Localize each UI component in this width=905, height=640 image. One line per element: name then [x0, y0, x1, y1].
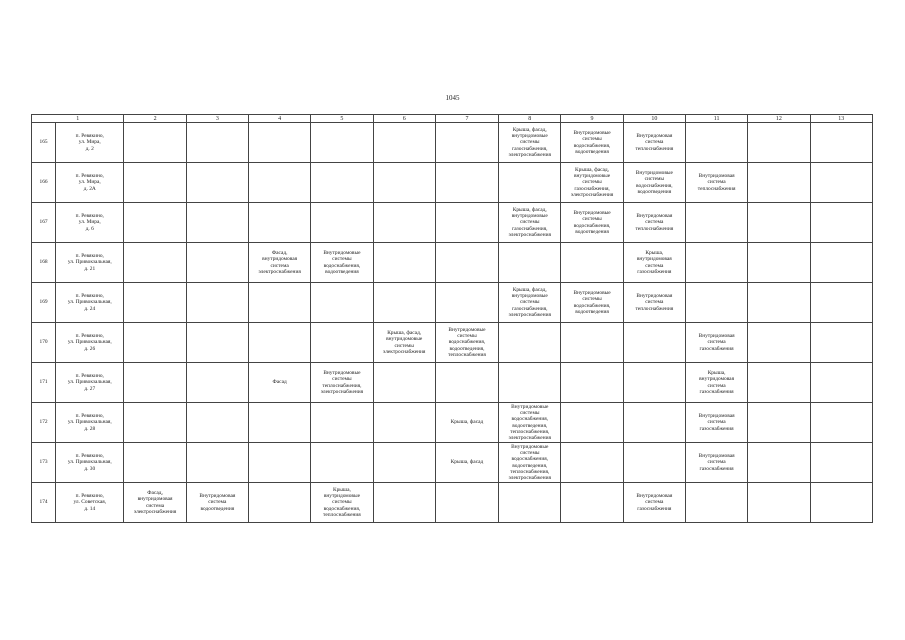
address-text: п. Ревякино, ул. Привокзальная, д. 28	[67, 413, 112, 432]
work-cell	[435, 283, 498, 323]
work-cell	[685, 163, 747, 203]
work-cell	[124, 443, 186, 483]
work-cell	[373, 443, 435, 483]
work-cell	[810, 123, 872, 163]
work-cell	[311, 483, 373, 523]
work-text: Фасад, внутридомовая система электроснабжения	[133, 490, 177, 515]
work-text: Внутридомовая система водоотведения	[199, 493, 236, 512]
work-cell	[561, 363, 623, 403]
work-text: Внутридомовые системы водоснабжения, водоотведения	[573, 210, 611, 235]
work-cell	[186, 283, 248, 323]
work-cell	[561, 443, 623, 483]
column-header: 12	[748, 115, 810, 123]
row-number-text: 167	[39, 219, 48, 226]
work-cell	[499, 163, 561, 203]
row-number-text: 169	[39, 299, 48, 306]
work-cell	[435, 123, 498, 163]
work-cell	[748, 363, 810, 403]
work-cell	[186, 403, 248, 443]
work-cell	[748, 403, 810, 443]
work-cell	[248, 403, 310, 443]
work-cell	[373, 243, 435, 283]
work-cell	[248, 203, 310, 243]
work-cell	[623, 443, 685, 483]
row-number-text: 166	[39, 179, 48, 186]
work-cell	[561, 243, 623, 283]
page-number: 1045	[445, 94, 460, 102]
work-text: Внутридомовые системы водоснабжения, водоотведения	[635, 170, 673, 195]
work-cell	[810, 363, 872, 403]
row-number-text: 172	[39, 419, 48, 426]
work-text: Внутридомовые системы водоснабжения, водоотведения, теплоснабжения, электроснабжения	[508, 403, 551, 441]
work-cell	[248, 363, 310, 403]
work-cell	[623, 323, 685, 363]
work-cell	[373, 123, 435, 163]
column-header: 1	[32, 115, 124, 123]
work-cell	[810, 483, 872, 523]
work-cell	[186, 163, 248, 203]
column-header: 11	[685, 115, 747, 123]
work-cell	[623, 163, 685, 203]
work-cell	[186, 203, 248, 243]
work-cell	[124, 243, 186, 283]
work-cell	[623, 203, 685, 243]
work-cell	[186, 323, 248, 363]
row-number	[32, 283, 56, 323]
address-cell	[56, 123, 124, 163]
work-cell	[748, 283, 810, 323]
address-text: п. Ревякино, ул. Советская, д. 14	[73, 493, 107, 512]
row-number	[32, 323, 56, 363]
work-cell	[748, 443, 810, 483]
work-cell	[124, 123, 186, 163]
address-cell	[56, 283, 124, 323]
row-number	[32, 123, 56, 163]
row-number	[32, 363, 56, 403]
work-cell	[748, 323, 810, 363]
address-text: п. Ревякино, ул. Мира, д. 2А	[75, 173, 104, 192]
row-number-text: 168	[39, 259, 48, 266]
work-cell	[124, 403, 186, 443]
work-cell	[499, 483, 561, 523]
work-cell	[499, 443, 561, 483]
row-number	[32, 443, 56, 483]
work-cell	[435, 443, 498, 483]
work-cell	[435, 483, 498, 523]
work-text: Внутридомовые системы водоснабжения, водоотведения	[573, 130, 611, 155]
work-text: Крыша, фасад	[450, 419, 484, 426]
work-cell	[810, 243, 872, 283]
column-header: 5	[311, 115, 373, 123]
work-cell	[124, 363, 186, 403]
work-cell	[248, 163, 310, 203]
address-text: п. Ревякино, ул. Привокзальная, д. 21	[67, 253, 112, 272]
column-header: 3	[186, 115, 248, 123]
work-text: Внутридомовая система газоснабжения	[698, 413, 735, 432]
column-header: 9	[561, 115, 623, 123]
work-text: Крыша, внутридомовая система газоснабжения	[636, 250, 672, 275]
work-text: Крыша, фасад	[450, 459, 484, 466]
work-cell	[435, 363, 498, 403]
work-cell	[561, 203, 623, 243]
work-cell	[623, 403, 685, 443]
work-cell	[499, 283, 561, 323]
work-text: Внутридомовые системы водоснабжения, водоотведения, теплоснабжения	[448, 326, 486, 358]
work-cell	[435, 163, 498, 203]
work-cell	[685, 243, 747, 283]
address-cell	[56, 203, 124, 243]
work-cell	[685, 443, 747, 483]
work-cell	[748, 203, 810, 243]
table-row	[32, 443, 873, 483]
work-cell	[685, 363, 747, 403]
address-cell	[56, 243, 124, 283]
work-text: Внутридомовая система теплоснабжения	[635, 293, 674, 312]
address-cell	[56, 363, 124, 403]
work-cell	[248, 443, 310, 483]
column-header: 6	[373, 115, 435, 123]
work-cell	[748, 483, 810, 523]
work-cell	[311, 403, 373, 443]
work-cell	[186, 483, 248, 523]
work-text: Крыша, внутридомовые системы водоснабжения, теплоснабжения	[323, 486, 361, 518]
work-cell	[248, 243, 310, 283]
work-cell	[499, 323, 561, 363]
address-cell	[56, 323, 124, 363]
work-cell	[373, 483, 435, 523]
address-cell	[56, 483, 124, 523]
work-cell	[311, 363, 373, 403]
work-cell	[623, 363, 685, 403]
work-cell	[561, 163, 623, 203]
work-text: Внутридомовая система газоснабжения	[698, 333, 735, 352]
table-row	[32, 243, 873, 283]
work-cell	[311, 243, 373, 283]
address-cell	[56, 443, 124, 483]
table-row	[32, 403, 873, 443]
data-table	[31, 114, 873, 523]
work-cell	[810, 163, 872, 203]
row-number	[32, 203, 56, 243]
work-cell	[248, 283, 310, 323]
address-text: п. Ревякино, ул. Мира, д. 2	[75, 133, 104, 152]
address-text: п. Ревякино, ул. Мира, д. 6	[75, 213, 104, 232]
work-text: Внутридомовая система газоснабжения	[698, 453, 735, 472]
work-cell	[435, 203, 498, 243]
work-cell	[561, 483, 623, 523]
work-cell	[248, 483, 310, 523]
work-text: Крыша, фасад, внутридомовые системы электроснабжения	[383, 330, 426, 355]
work-text: Крыша, фасад, внутридомовые системы газоснабжения, электроснабжения	[570, 166, 614, 198]
work-text: Крыша, фасад, внутридомовые системы газоснабжения, электроснабжения	[508, 206, 551, 238]
work-cell	[499, 403, 561, 443]
work-text: Крыша, фасад, внутридомовые системы газоснабжения, электроснабжения	[508, 286, 551, 318]
work-cell	[124, 283, 186, 323]
work-cell	[311, 163, 373, 203]
work-text: Внутридомовая система теплоснабжения	[635, 133, 674, 152]
work-cell	[186, 123, 248, 163]
work-cell	[810, 323, 872, 363]
work-text: Внутридомовые системы водоснабжения, водоотведения, теплоснабжения, электроснабжения	[508, 443, 551, 481]
table-row	[32, 363, 873, 403]
table-row	[32, 483, 873, 523]
work-cell	[311, 283, 373, 323]
row-number-text: 174	[39, 499, 48, 506]
work-cell	[561, 123, 623, 163]
work-cell	[685, 203, 747, 243]
address-text: п. Ревякино, ул. Привокзальная, д. 26	[67, 333, 112, 352]
row-number-text: 173	[39, 459, 48, 466]
row-number-text: 165	[39, 139, 48, 146]
work-cell	[623, 123, 685, 163]
work-cell	[248, 323, 310, 363]
table-row	[32, 163, 873, 203]
work-cell	[685, 483, 747, 523]
work-cell	[373, 203, 435, 243]
work-cell	[311, 443, 373, 483]
work-cell	[499, 243, 561, 283]
work-cell	[373, 283, 435, 323]
work-cell	[499, 363, 561, 403]
work-cell	[311, 123, 373, 163]
column-header: 10	[623, 115, 685, 123]
row-number-text: 171	[39, 379, 48, 386]
work-text: Внутридомовые системы теплоснабжения, электроснабжения	[320, 370, 364, 395]
work-cell	[373, 363, 435, 403]
work-cell	[748, 243, 810, 283]
address-cell	[56, 403, 124, 443]
work-cell	[186, 443, 248, 483]
work-cell	[623, 483, 685, 523]
work-cell	[373, 403, 435, 443]
work-cell	[810, 283, 872, 323]
work-cell	[124, 483, 186, 523]
column-header: 8	[499, 115, 561, 123]
work-cell	[124, 203, 186, 243]
work-text: Крыша, фасад, внутридомовые системы газоснабжения, электроснабжения	[508, 126, 551, 158]
work-text: Внутридомовая система теплоснабжения	[697, 173, 736, 192]
work-cell	[748, 163, 810, 203]
table-row	[32, 283, 873, 323]
work-cell	[248, 123, 310, 163]
work-cell	[623, 243, 685, 283]
work-text: Внутридомовые системы водоснабжения, водоотведения	[573, 290, 611, 315]
work-cell	[435, 323, 498, 363]
row-number-text: 170	[39, 339, 48, 346]
work-cell	[124, 323, 186, 363]
row-number	[32, 403, 56, 443]
header-row	[32, 115, 873, 123]
work-text: Фасад	[272, 379, 287, 386]
work-text: Внутридомовая система газоснабжения	[636, 493, 673, 512]
address-text: п. Ревякино, ул. Привокзальная, д. 30	[67, 453, 112, 472]
column-header: 2	[124, 115, 186, 123]
work-cell	[685, 123, 747, 163]
work-cell	[685, 403, 747, 443]
column-header: 7	[435, 115, 498, 123]
address-text: п. Ревякино, ул. Привокзальная, д. 24	[67, 293, 112, 312]
work-cell	[810, 203, 872, 243]
work-cell	[499, 203, 561, 243]
row-number	[32, 483, 56, 523]
work-cell	[748, 123, 810, 163]
table-row	[32, 323, 873, 363]
work-cell	[685, 283, 747, 323]
column-header: 13	[810, 115, 872, 123]
work-cell	[311, 203, 373, 243]
work-cell	[561, 283, 623, 323]
work-text: Внутридомовые системы водоснабжения, водоотведения	[323, 250, 361, 275]
work-text: Фасад, внутридомовая система электроснабжения	[258, 250, 301, 275]
work-cell	[435, 403, 498, 443]
work-cell	[311, 323, 373, 363]
work-cell	[186, 363, 248, 403]
row-number	[32, 243, 56, 283]
work-cell	[685, 323, 747, 363]
work-cell	[186, 243, 248, 283]
work-cell	[810, 403, 872, 443]
work-text: Крыша, внутридомовая система газоснабжения	[699, 370, 735, 395]
work-cell	[124, 163, 186, 203]
work-cell	[373, 163, 435, 203]
work-text: Внутридомовая система теплоснабжения	[635, 213, 674, 232]
work-cell	[810, 443, 872, 483]
column-header: 4	[248, 115, 310, 123]
table-row	[32, 203, 873, 243]
address-text: п. Ревякино, ул. Привокзальная, д. 27	[67, 373, 112, 392]
row-number	[32, 163, 56, 203]
work-cell	[561, 403, 623, 443]
address-cell	[56, 163, 124, 203]
work-cell	[373, 323, 435, 363]
work-cell	[499, 123, 561, 163]
table-row	[32, 123, 873, 163]
work-cell	[435, 243, 498, 283]
work-cell	[561, 323, 623, 363]
work-cell	[623, 283, 685, 323]
